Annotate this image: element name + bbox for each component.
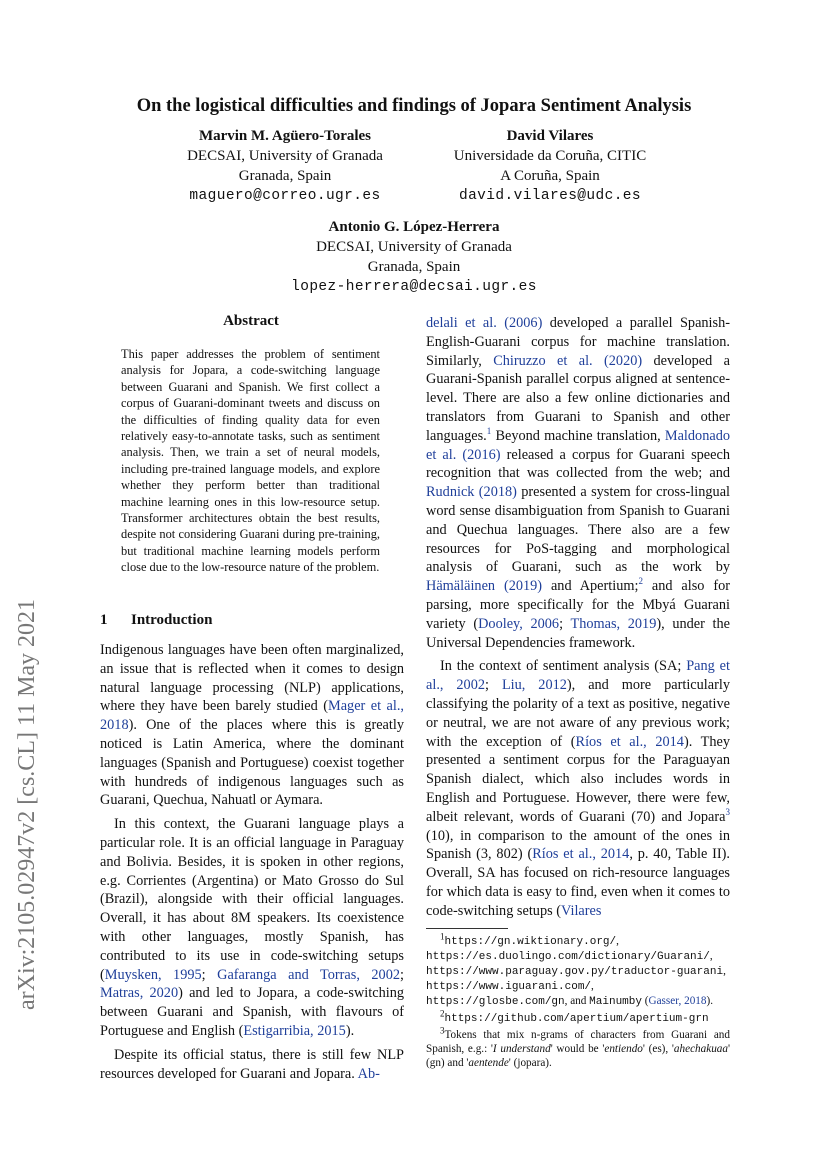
author-email[interactable]: david.vilares@udc.es — [458, 188, 642, 204]
author-block-1 — [150, 126, 420, 206]
citation-link[interactable]: delali et al. (2006) — [426, 315, 543, 331]
arxiv-sidebar-id: arXiv:2105.02947v2 [cs.CL] 11 May 2021 — [14, 598, 40, 1010]
citation-link[interactable]: Chiruzzo et al. (2020) — [493, 352, 643, 369]
citation-link[interactable]: Hämäläinen (2019) — [426, 578, 543, 595]
footnote-mark: 1 — [440, 931, 445, 942]
abstract-body: This paper addresses the problem of sentiment analysis for Jopara, a code-switching language between Guarani and Spanish. We first collect a corpus of Guarani-dominant tweets and discuss on the difficulties of finding quality data for even relatively easy-to-annotate tasks, such as sentiment analysis. Then, we train a set of neural models, including pre-trained language models, and explore whether they perform better than traditional machine learning ones in this low-resource setup. Transformer architectures obtain the best results, despite not considering Guarani during pre-training, but traditional machine learning models perform close due to the low-resource nature of the problem. — [121, 347, 380, 575]
citation-link[interactable]: Vilares — [561, 902, 602, 919]
author-location: Granada, Spain — [367, 259, 461, 275]
left-column-body — [100, 641, 404, 1083]
author-affiliation: DECSAI, University of Granada — [187, 148, 383, 164]
footnote-2 — [426, 1008, 730, 1026]
citation-link[interactable]: Ab- — [357, 1065, 380, 1082]
section-number: 1 — [100, 612, 108, 628]
author-location: A Coruña, Spain — [500, 168, 600, 184]
url-link[interactable]: https://github.com/apertium/apertium-grn — [444, 1013, 709, 1025]
author-name: Marvin M. Agüero-Torales — [198, 128, 372, 144]
footnote-ref[interactable]: 2 — [638, 576, 643, 587]
footnote-3: $^3$Tokens that mix n-grams of characters from Guarani and Spanish, e.g.: 'I understand' would be 'entiendo' (es), 'ahechakuaa' (gn) and 'aentende' (jopara). — [426, 1025, 731, 1069]
intro-paragraph-4: In the context of sentiment analysis (SA; Pang et al., 2002; Liu, 2012), and more particularly classifying the polarity of a text as positive, negative or neutral, we are not aware of any previous work; with the exception of (Ríos et al., 2014). They presented a sentiment corpus for the Paraguayan Spanish dialect, which also includes words in English and Portuguese. However, there were few, albeit relevant, words of Guarani (70) and Jopara$^3$ (10), in comparison to the amount of the ones in Spanish (3, 802) (Ríos et al., 2014, p. 40, Table II). Overall, SA has focused on rich-resource languages for which data is easy to find, even when it comes to code-switching setups (Vilares — [426, 658, 730, 919]
citation-link[interactable]: Estigarribia, 2015 — [243, 1022, 346, 1039]
url-link[interactable]: https://www.paraguay.gov.py/traductor-guarani — [426, 966, 724, 978]
citation-link[interactable]: Thomas, 2019 — [570, 615, 657, 632]
section-heading — [100, 612, 212, 629]
author-name: David Vilares — [506, 128, 594, 144]
intro-paragraph-1: Indigenous languages have been often marginalized, an issue that is reflected when it comes to design natural language processing (NLP) applications, where they have been barely studied (Mager et al., 2018). One of the places where this is greatly noticed is Latin America, where the dominant languages (Spanish and Portuguese) coexist together with hundreds of indigenous languages such as Guarani, Quechua, Nahuatl or Aymara. — [100, 642, 404, 809]
url-link[interactable]: https://es.duolingo.com/dictionary/Guarani/ — [426, 951, 710, 963]
author-block-2 — [420, 126, 680, 206]
intro-paragraph-3-cont: delali et al. (2006) developed a parallel Spanish-English-Guarani corpus for machine translation. Similarly, Chiruzzo et al. (2020) developed a Guarani-Spanish parallel corpus aligned at sentence-level. There are also a few online dictionaries and translators from Guarani to Spanish and other languages.$^1$ Beyond machine translation, Maldonado et al. (2016) released a corpus for Guarani speech recognition that was collected from the web; and Rudnick (2018) presented a system for cross-lingual word sense disambiguation from Spanish to Guarani and Quechua languages. There also are a few resources for PoS-tagging and morphological analysis of Guarani, such as the work by Hämäläinen (2019) and Apertium;$^2$ and also for parsing, more specifically for the Mbyá Guarani variety (Dooley, 2006; Thomas, 2019), under the Universal Dependencies framework. — [426, 315, 731, 651]
footnote-mark: 3 — [440, 1025, 445, 1036]
right-column-body — [426, 314, 730, 921]
citation-link[interactable]: Maldonado et al. (2016) — [426, 427, 730, 463]
url-link[interactable]: https://www.iguarani.com/ — [426, 981, 592, 993]
citation-link[interactable]: Liu, 2012 — [501, 677, 567, 694]
citation-link[interactable]: Gafaranga and Torras, 2002 — [217, 966, 401, 983]
url-link[interactable]: https://glosbe.com/gn — [426, 996, 565, 1008]
citation-link[interactable]: Gasser, 2018 — [648, 995, 707, 1007]
author-name: Antonio G. López-Herrera — [328, 219, 500, 235]
citation-link[interactable]: Matras, 2020 — [100, 985, 179, 1002]
intro-paragraph-2: In this context, the Guarani language plays a particular role. It is an official language in Paraguay and Bolivia. Besides, it is spoken in other regions, e.g. Corrientes (Argentina) or Mato Grosso do Sul (Brazil), alongside with their official languages. Overall, it has about 8M speakers. Its coexistence with other languages, mostly Spanish, has contributed to its use in code-switching setups (Muysken, 1995; Gafaranga and Torras, 2002; Matras, 2020) and led to Jopara, a code-switching between Guarani and Spanish, with flavours of Portuguese and English (Estigarribia, 2015). — [100, 816, 404, 1039]
footnote-1: $^1$https://gn.wiktionary.org/, https://es.duolingo.com/dictionary/Guarani/, https://www.paraguay.gov.py/traductor-guarani, https://www.iguarani.com/, https://glosbe.com/gn, and Mainumby (Gasser, 2018). — [426, 931, 726, 1008]
citation-link[interactable]: Pang et al., 2002 — [426, 658, 730, 694]
paper-title: On the logistical difficulties and findings of Jopara Sentiment Analysis — [136, 96, 692, 116]
citation-link[interactable]: Ríos et al., 2014 — [532, 846, 630, 863]
footnote-mark: 2 — [440, 1008, 445, 1019]
author-block-3 — [214, 217, 614, 297]
url-link[interactable]: https://gn.wiktionary.org/ — [444, 936, 617, 948]
abstract-heading: Abstract — [223, 313, 279, 329]
citation-link[interactable]: Rudnick (2018) — [426, 484, 517, 501]
author-affiliation: Universidade da Coruña, CITIC — [453, 148, 647, 164]
author-email[interactable]: maguero@correo.ugr.es — [189, 188, 381, 204]
author-email[interactable]: lopez-herrera@decsai.ugr.es — [291, 279, 537, 295]
footnotes — [426, 931, 731, 1070]
intro-paragraph-3: Despite its official status, there is still few NLP resources developed for Guarani and Jopara. Ab- — [100, 1046, 404, 1082]
citation-link[interactable]: Ríos et al., 2014 — [575, 733, 684, 750]
citation-link[interactable]: Dooley, 2006 — [478, 615, 560, 632]
footnote-ref[interactable]: 1 — [486, 426, 492, 437]
footnote-ref[interactable]: 3 — [725, 806, 730, 817]
citation-link[interactable]: Mager et al., 2018 — [100, 698, 404, 734]
citation-link[interactable]: Muysken, 1995 — [104, 966, 202, 983]
footnote-divider — [426, 928, 508, 929]
author-affiliation: DECSAI, University of Granada — [316, 239, 512, 255]
author-location: Granada, Spain — [238, 168, 332, 184]
mainumby-name: Mainumby — [589, 996, 642, 1008]
section-title: Introduction — [131, 612, 213, 628]
